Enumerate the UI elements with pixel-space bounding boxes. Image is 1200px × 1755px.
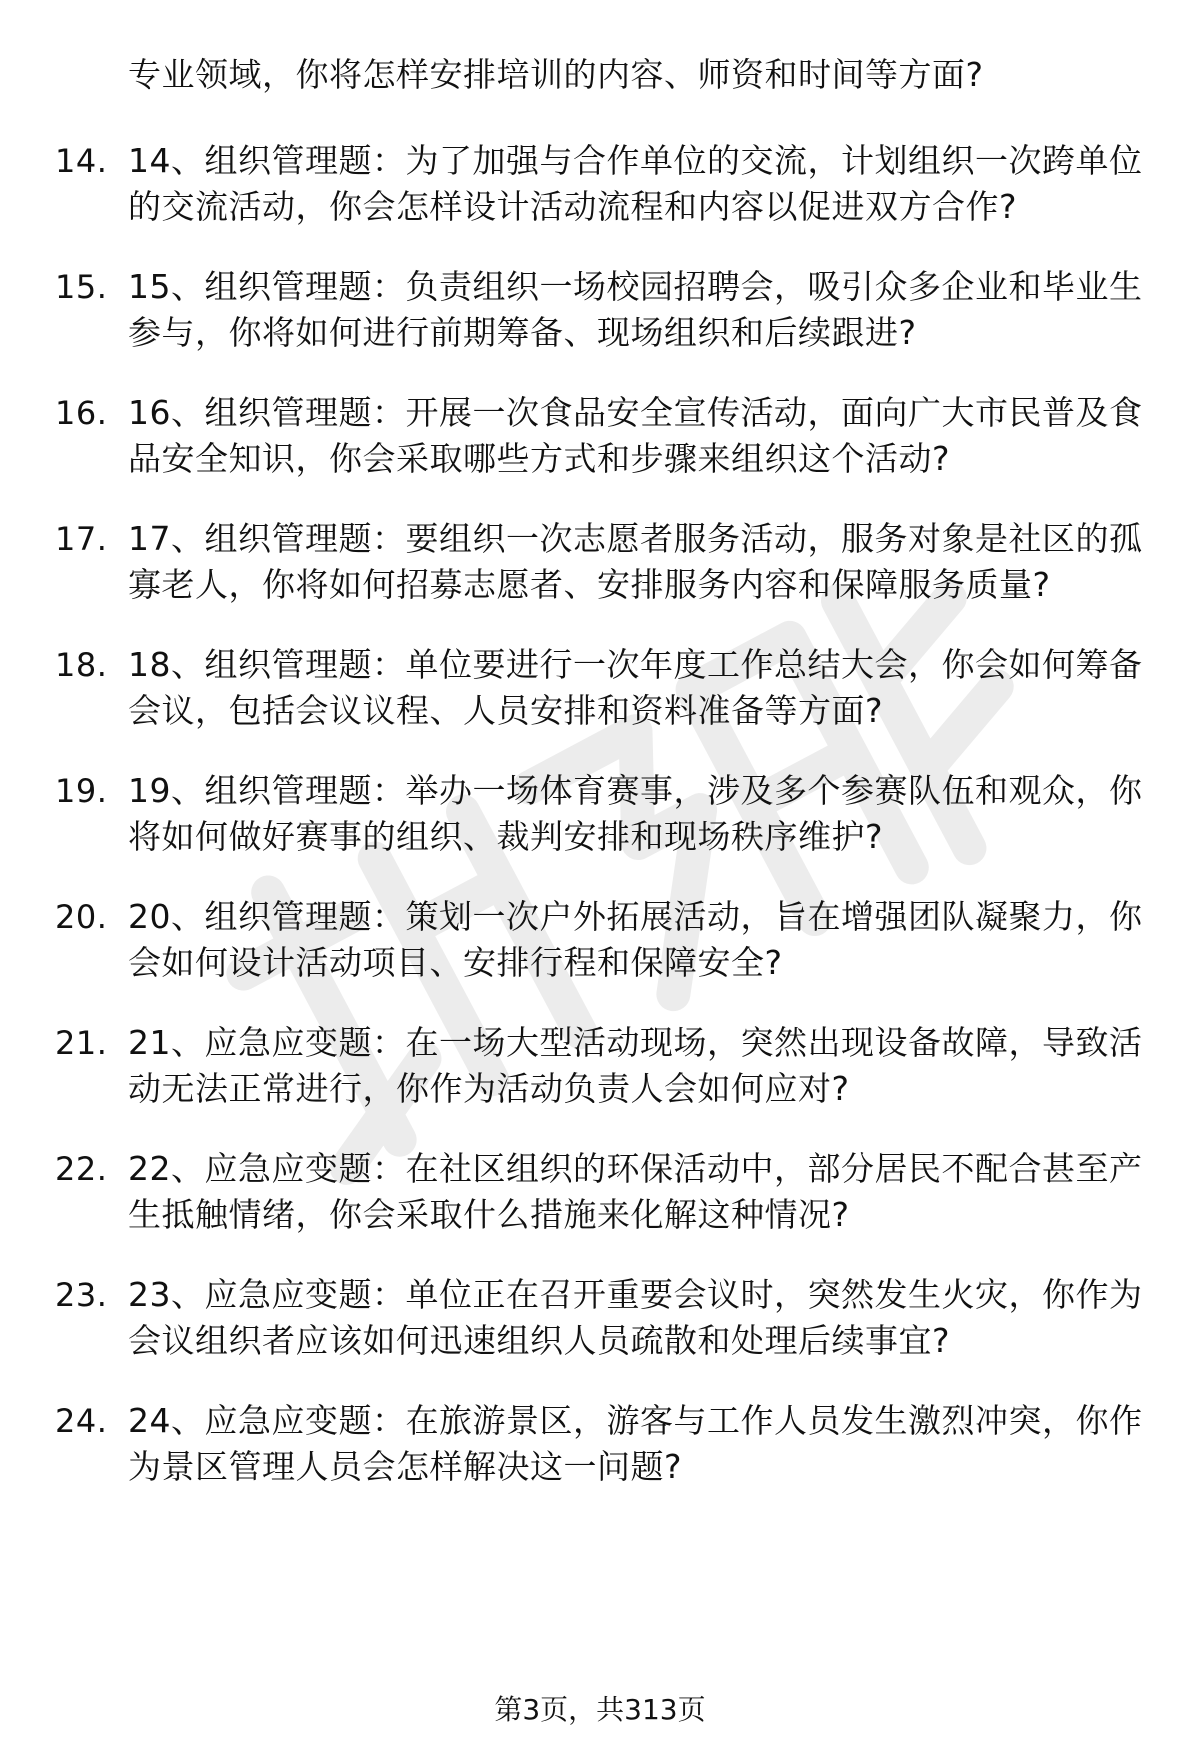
list-item (0, 264, 1200, 356)
item-number: 21. (55, 1024, 108, 1062)
item-number: 22. (55, 1150, 108, 1188)
page-footer: 第3页，共313页 (494, 1693, 706, 1726)
item-number: 14. (55, 142, 108, 180)
list-item (0, 1146, 1200, 1238)
item-text: 16、组织管理题：开展一次食品安全宣传活动，面向广大市民普及食品安全知识，你会采取哪些方式和步骤来组织这个活动? (128, 393, 1143, 478)
list-item (0, 390, 1200, 482)
item-number: 18. (55, 646, 108, 684)
item-text: 15、组织管理题：负责组织一场校园招聘会，吸引众多企业和毕业生参与，你将如何进行前期筹备、现场组织和后续跟进? (128, 267, 1143, 352)
list-item (0, 1398, 1200, 1490)
item-number: 17. (55, 520, 108, 558)
item-number: 24. (55, 1402, 108, 1440)
item-text: 19、组织管理题：举办一场体育赛事，涉及多个参赛队伍和观众，你将如何做好赛事的组织、裁判安排和现场秩序维护? (128, 771, 1143, 856)
list-item (0, 516, 1200, 608)
item-text: 23、应急应变题：单位正在召开重要会议时，突然发生火灾，你作为会议组织者应该如何迅速组织人员疏散和处理后续事宜? (128, 1275, 1143, 1360)
item-text: 22、应急应变题：在社区组织的环保活动中，部分居民不配合甚至产生抵触情绪，你会采取什么措施来化解这种情况? (128, 1149, 1143, 1234)
list-item (0, 1020, 1200, 1112)
item-number: 19. (55, 772, 108, 810)
item-text: 20、组织管理题：策划一次户外拓展活动，旨在增强团队凝聚力，你会如何设计活动项目、安排行程和保障安全? (128, 897, 1143, 982)
item-number: 20. (55, 898, 108, 936)
item-number: 23. (55, 1276, 108, 1314)
continuation-text: 专业领域，你将怎样安排培训的内容、师资和时间等方面? (128, 55, 984, 94)
item-text: 24、应急应变题：在旅游景区，游客与工作人员发生激烈冲突，你作为景区管理人员会怎样解决这一问题? (128, 1401, 1143, 1486)
list-item (0, 1272, 1200, 1364)
list-item (0, 52, 1200, 98)
list-item (0, 138, 1200, 230)
list-item (0, 768, 1200, 860)
item-number: 16. (55, 394, 108, 432)
item-text: 14、组织管理题：为了加强与合作单位的交流，计划组织一次跨单位的交流活动，你会怎样设计活动流程和内容以促进双方合作? (128, 141, 1143, 226)
item-number: 15. (55, 268, 108, 306)
item-text: 21、应急应变题：在一场大型活动现场，突然出现设备故障，导致活动无法正常进行，你作为活动负责人会如何应对? (128, 1023, 1143, 1108)
list-item (0, 894, 1200, 986)
item-text: 17、组织管理题：要组织一次志愿者服务活动，服务对象是社区的孤寡老人，你将如何招募志愿者、安排服务内容和保障服务质量? (128, 519, 1143, 604)
list-item (0, 642, 1200, 734)
item-text: 18、组织管理题：单位要进行一次年度工作总结大会，你会如何筹备会议，包括会议议程、人员安排和资料准备等方面? (128, 645, 1143, 730)
question-list (0, 52, 1200, 1524)
